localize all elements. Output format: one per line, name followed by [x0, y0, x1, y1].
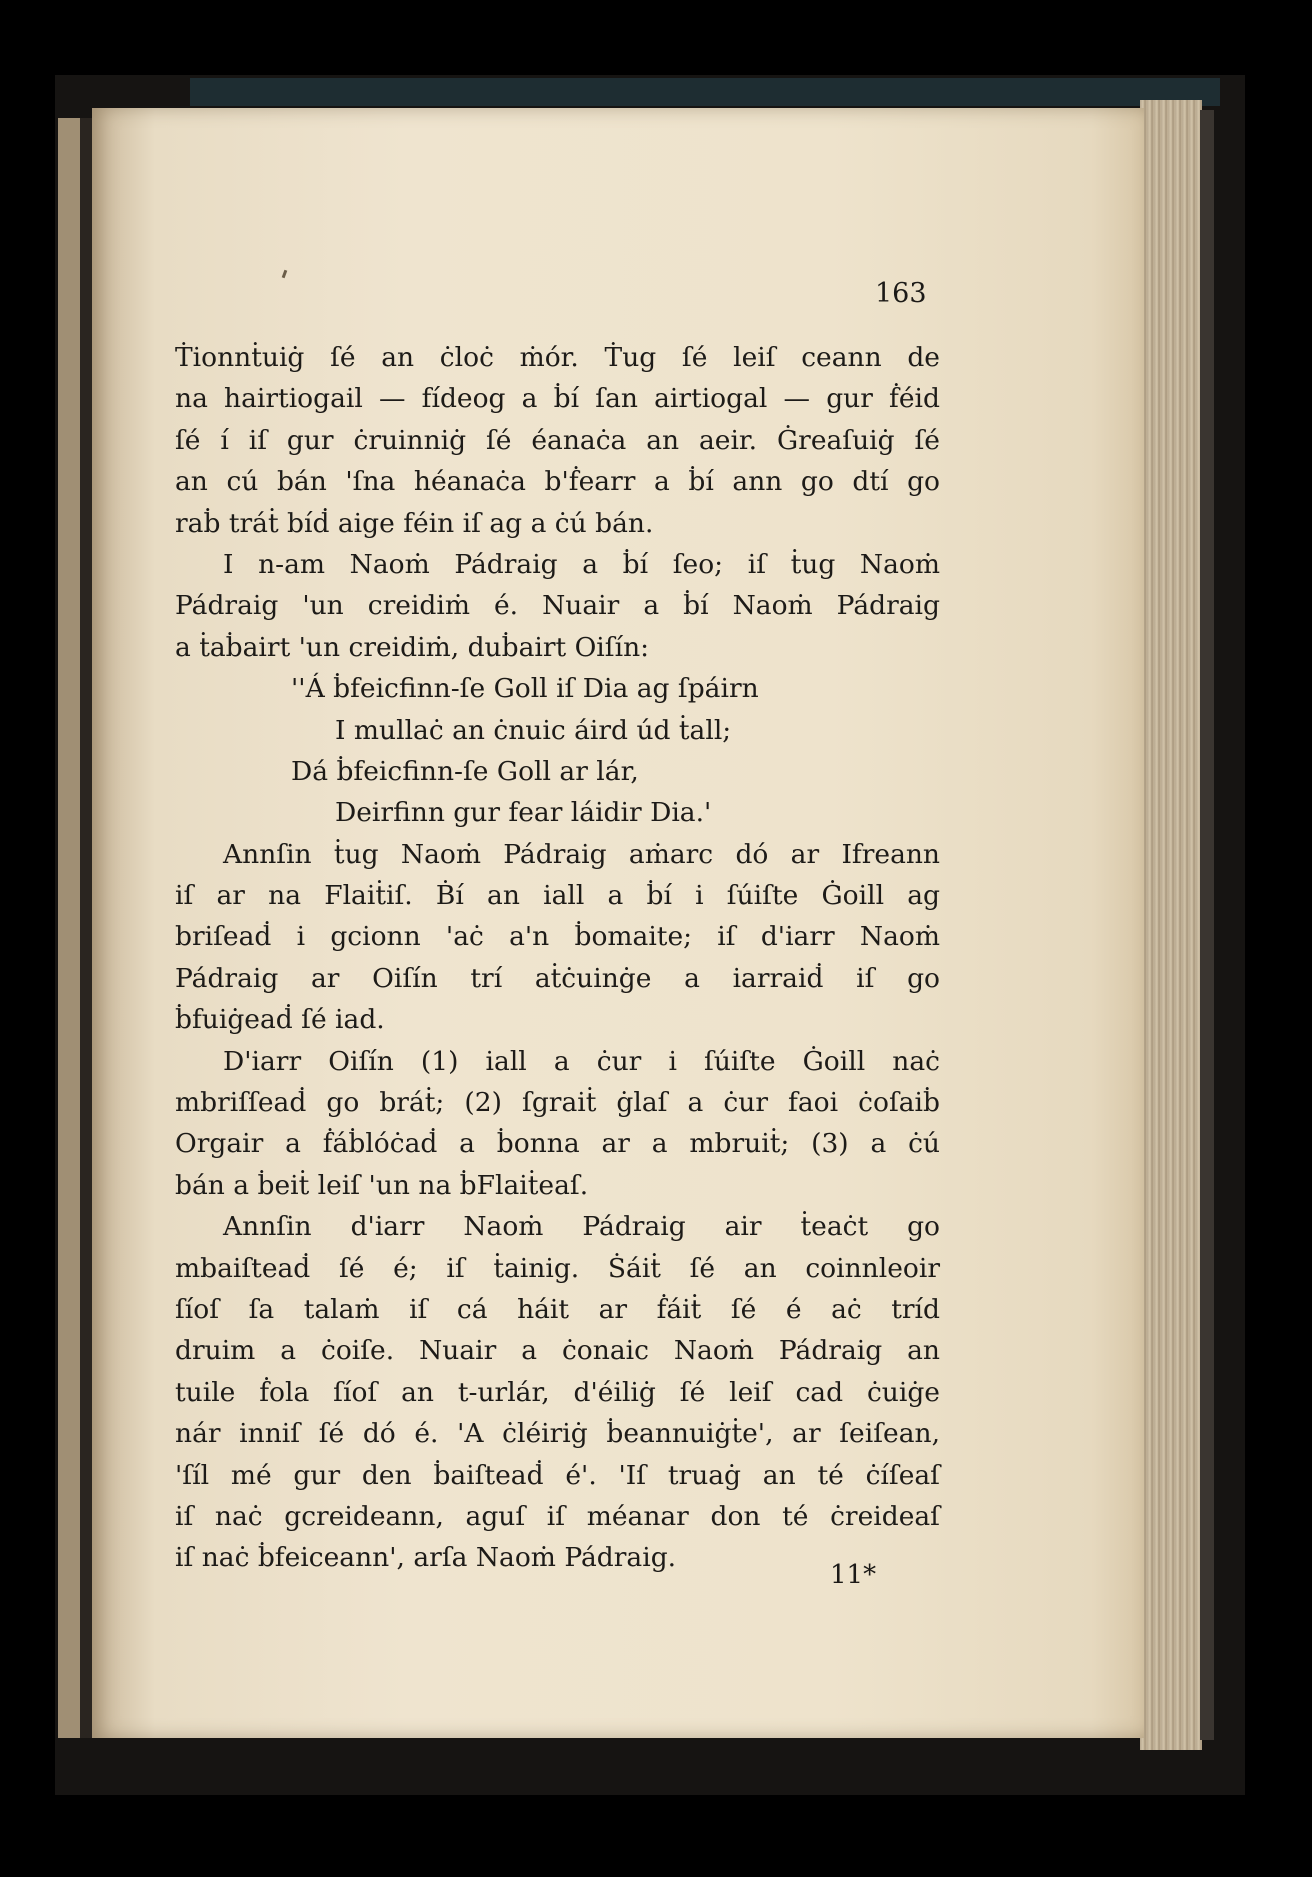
text-line: Orgair a ḟáḃlóċaḋ a ḃonna ar a mbruiṫ; (3) a ċú	[175, 1128, 940, 1160]
verse-line: Deirfinn gur fear láidir Dia.'	[335, 797, 712, 829]
text-line: Pádraig 'un creidiṁ é. Nuair a ḃí Naoṁ Pádraig	[175, 590, 940, 622]
verse-line: I mullaċ an ċnuic áird úd ṫall;	[335, 714, 732, 746]
text-line: a ṫaḃairt 'un creidiṁ, duḃairt Oiſín:	[175, 631, 650, 663]
page-gutter-left	[58, 118, 80, 1738]
text-line: 'ſíl mé gur den ḃaiſteaḋ é'. 'Iſ truaġ an té ċíſeaſ	[175, 1459, 940, 1491]
text-line: Ṫionnṫuiġ ſé an ċloċ ṁór. Ṫug ſé leiſ ceann de	[175, 342, 940, 373]
text-line: mbriſſeaḋ go bráṫ; (2) ſgraiṫ ġlaſ a ċur faoi ċoſaiḃ	[175, 1087, 940, 1119]
text-line: Annſin ṫug Naoṁ Pádraig aṁarc dó ar Ifreann	[223, 838, 940, 870]
backing-top-edge	[190, 78, 1220, 106]
text-line: Annſin d'iarr Naoṁ Pádraig air ṫeaċt go	[223, 1211, 940, 1243]
text-line: na hairtiogail — fídeog a ḃí ſan airtiogal — gur ḟéid	[175, 383, 940, 415]
text-line: ſé í iſ gur ċruinniġ ſé éanaċa an aeir. Ġreaſuiġ ſé	[175, 424, 940, 456]
text-line: Pádraig ar Oiſín trí aṫċuinġe a iarraiḋ iſ go	[175, 962, 940, 994]
text-line: an cú bán 'ſna héanaċa b'ḟearr a ḃí ann go dtí go	[175, 466, 940, 498]
text-line: tuile ḟola ſíoſ an t-urlár, d'éiliġ ſé leiſ cad ċuiġe	[175, 1376, 940, 1408]
text-line: raḃ tráṫ bíḋ aige féin iſ ag a ċú bán.	[175, 507, 654, 539]
verse-line: ''Á ḃfeicfinn-ſe Goll iſ Dia ag ſpáirn	[291, 673, 759, 705]
page-number: 163	[875, 278, 927, 309]
text-line: mbaiſteaḋ ſé é; iſ ṫainig. Ṡáiṫ ſé an coinnleoir	[175, 1252, 940, 1284]
text-line: ſíoſ ſa talaṁ iſ cá háit ar ḟáiṫ ſé é aċ tríd	[175, 1293, 940, 1325]
text-line: briſeaḋ i gcionn 'aċ a'n ḃomaite; iſ d'iarr Naoṁ	[175, 921, 940, 953]
stacked-page-edges	[1140, 100, 1202, 1750]
text-line: nár inniſ ſé dó é. 'A ċléiriġ ḃeannuiġṫe', ar ſeiſean,	[175, 1418, 940, 1450]
verse-block	[175, 668, 940, 834]
book-cover-edge	[1200, 110, 1214, 1740]
text-line: I n-am Naoṁ Pádraig a ḃí ſeo; iſ ṫug Naoṁ	[223, 548, 940, 580]
text-line: iſ ar na Flaiṫiſ. Ḃí an iall a ḃí i ſúiſte Ġoill ag	[175, 880, 940, 912]
text-line: D'iarr Oiſín (1) iall a ċur i ſúiſte Ġoill naċ	[223, 1045, 940, 1077]
text-line: druim a ċoiſe. Nuair a ċonaic Naoṁ Pádraig an	[175, 1335, 940, 1367]
text-line: iſ naċ ḃfeiceann', arſa Naoṁ Pádraig.	[175, 1542, 677, 1574]
text-line: bán a ḃeiṫ leiſ 'un na ḃFlaiṫeaſ.	[175, 1169, 589, 1201]
page-text	[175, 337, 940, 1579]
text-line: iſ naċ gcreideann, aguſ iſ méanar don té ċreideaſ	[175, 1500, 940, 1532]
text-line: ḃfuiġeaḋ ſé iad.	[175, 1004, 385, 1036]
verse-line: Dá ḃfeicfinn-ſe Goll ar lár,	[291, 755, 639, 787]
signature-mark: 11*	[830, 1560, 877, 1590]
